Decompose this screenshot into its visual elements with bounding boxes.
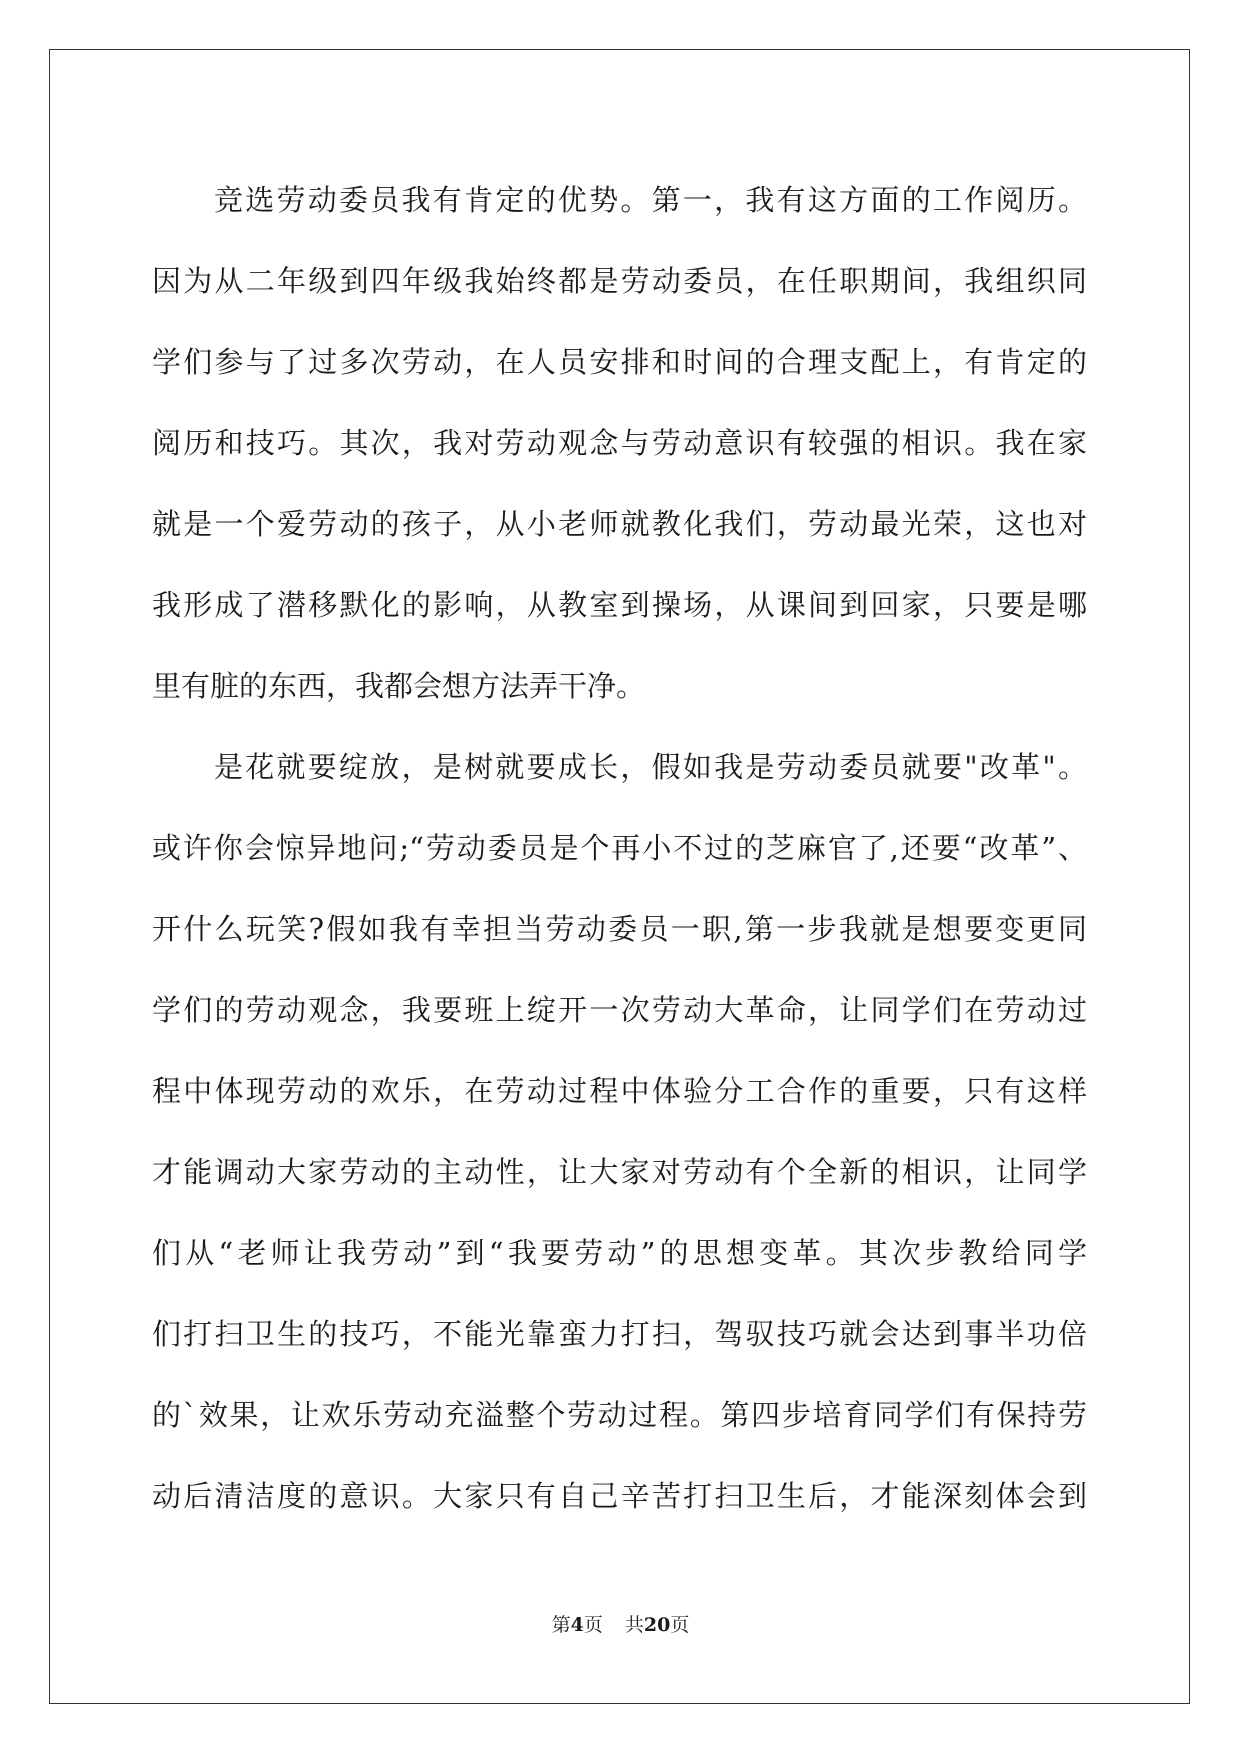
- text-line: 动后清洁度的意识。大家只有自己辛苦打扫卫生后，才能深刻体会到: [152, 1479, 1087, 1513]
- text-line: 因为从二年级到四年级我始终都是劳动委员，在任职期间，我组织同: [152, 264, 1087, 298]
- page-footer: [0, 1610, 1241, 1637]
- text-line: 我形成了潜移默化的影响，从教室到操场，从课间到回家，只要是哪: [152, 588, 1087, 622]
- text-line: 们打扫卫生的技巧，不能光靠蛮力打扫，驾驭技巧就会达到事半功倍: [152, 1317, 1087, 1351]
- text-line: 是花就要绽放，是树就要成长，假如我是劳动委员就要"改革"。: [214, 750, 1087, 784]
- page-number: 4: [570, 1614, 584, 1636]
- text-line: 学们参与了过多次劳动，在人员安排和时间的合理支配上，有肯定的: [152, 345, 1087, 379]
- text-line: 开什么玩笑?假如我有幸担当劳动委员一职,第一步我就是想要变更同: [152, 912, 1087, 946]
- text-line: 们从“老师让我劳动”到“我要劳动”的思想变革。其次步教给同学: [152, 1236, 1087, 1270]
- total-prefix: 共: [624, 1614, 644, 1636]
- total-pages: 20: [643, 1614, 671, 1636]
- text-line: 程中体现劳动的欢乐，在劳动过程中体验分工合作的重要，只有这样: [152, 1074, 1087, 1108]
- text-line: 阅历和技巧。其次，我对劳动观念与劳动意识有较强的相识。我在家: [152, 426, 1087, 460]
- paragraph-2: [152, 727, 1087, 1537]
- text-line: 竞选劳动委员我有肯定的优势。第一，我有这方面的工作阅历。: [214, 183, 1087, 217]
- paragraph-1: [152, 160, 1087, 727]
- text-line: 或许你会惊异地问;“劳动委员是个再小不过的芝麻官了,还要“改革”、: [152, 831, 1087, 865]
- page-suffix: 页: [583, 1614, 603, 1636]
- text-line: 才能调动大家劳动的主动性，让大家对劳动有个全新的相识，让同学: [152, 1155, 1087, 1189]
- page-prefix: 第: [551, 1614, 571, 1636]
- text-line: 学们的劳动观念，我要班上绽开一次劳动大革命，让同学们在劳动过: [152, 993, 1087, 1027]
- total-suffix: 页: [670, 1614, 690, 1636]
- text-line: 就是一个爱劳动的孩子，从小老师就教化我们，劳动最光荣，这也对: [152, 507, 1087, 541]
- text-line: 里有脏的东西，我都会想方法弄干净。: [152, 669, 646, 703]
- document-body: [152, 160, 1087, 1537]
- text-line: 的`效果，让欢乐劳动充溢整个劳动过程。第四步培育同学们有保持劳: [152, 1398, 1087, 1432]
